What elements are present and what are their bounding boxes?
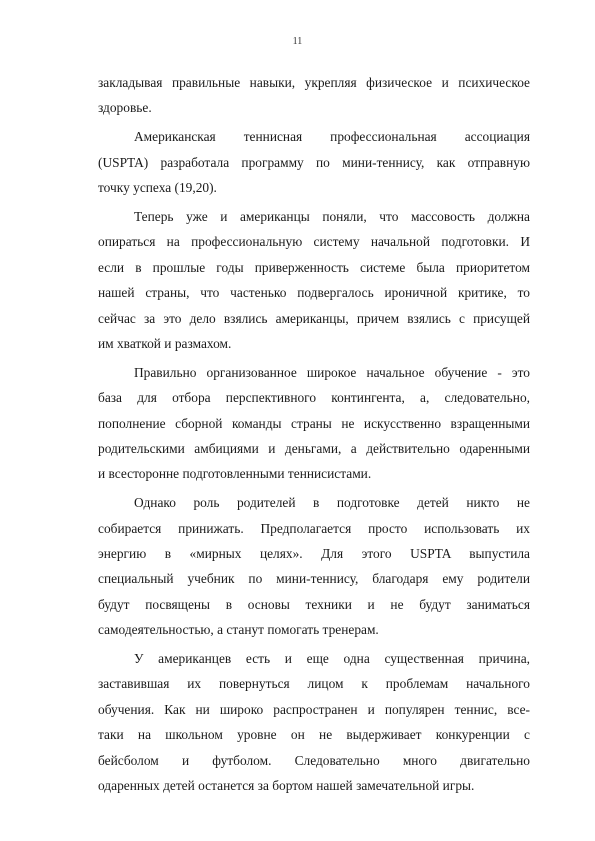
- text-line: самодеятельностью, а станут помогать тренерам.: [98, 622, 379, 638]
- text-line: будут посвящены в основы техники и не будут заниматься: [98, 596, 530, 612]
- text-line: если в прошлые годы приверженность системе была приоритетом: [98, 259, 530, 275]
- text-line: специальный учебник по мини-теннису, благодаря ему родители: [98, 571, 530, 587]
- text-line: Правильно организованное широкое начальное обучение - это: [134, 364, 530, 380]
- text-line: пополнение сборной команды страны не искусственно взращенными: [98, 415, 530, 431]
- text-line: точку успеха (19,20).: [98, 180, 217, 196]
- text-line: собирается принижать. Предполагается просто использовать их: [98, 520, 530, 536]
- paragraph-6: [98, 646, 530, 798]
- text-line: одаренных детей останется за бортом нашей замечательной игры.: [98, 778, 475, 794]
- body-text: [98, 70, 530, 798]
- text-line: обучения. Как ни широко распространен и популярен теннис, все-: [98, 701, 530, 717]
- text-line: сейчас за это дело взялись американцы, причем взялись с присущей: [98, 310, 530, 326]
- text-line: нашей страны, что частенько подвергалось ироничной критике, то: [98, 285, 530, 301]
- paragraph-1: [98, 70, 530, 121]
- text-line: им хваткой и размахом.: [98, 335, 232, 351]
- page-number: 11: [292, 36, 303, 47]
- text-line: бейсболом и футболом. Следовательно много двигательно: [98, 752, 530, 768]
- text-line: опираться на профессиональную систему начальной подготовки. И: [98, 234, 530, 250]
- text-line: заставившая их повернуться лицом к проблемам начального: [98, 676, 530, 692]
- text-line: закладывая правильные навыки, укрепляя физическое и психическое: [98, 75, 530, 90]
- text-line: энергию в «мирных целях». Для этого USPTA выпустила: [98, 546, 530, 562]
- text-line: здоровье.: [98, 100, 152, 116]
- paragraph-5: [98, 490, 530, 642]
- text-line: родительскими амбициями и деньгами, а действительно одаренными: [98, 440, 530, 456]
- text-line: Теперь уже и американцы поняли, что массовость должна: [134, 208, 530, 224]
- paragraph-3: [98, 204, 530, 356]
- text-line: и всесторонне подготовленными теннисистами.: [98, 466, 372, 482]
- text-line: база для отбора перспективного контингента, а, следовательно,: [98, 390, 530, 406]
- paragraph-2: [98, 124, 530, 200]
- paragraph-4: [98, 360, 530, 487]
- text-line: Американская теннисная профессиональная ассоциация: [134, 129, 530, 145]
- text-line: У американцев есть и еще одна существенная причина,: [134, 651, 530, 667]
- text-line: (USPTA) разработала программу по мини-теннису, как отправную: [98, 154, 530, 170]
- text-line: таки на школьном уровне он не выдерживает конкуренции с: [98, 727, 530, 743]
- text-line: Однако роль родителей в подготовке детей никто не: [134, 495, 530, 511]
